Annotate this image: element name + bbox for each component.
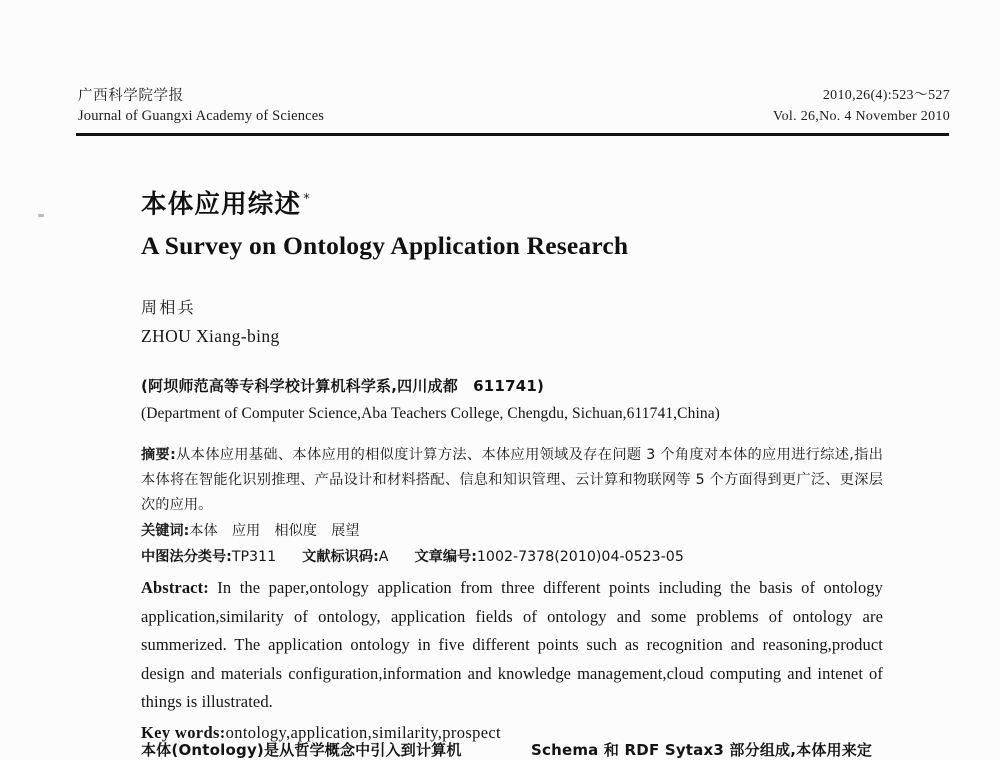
doc-code-label: 文献标识码: (302, 549, 379, 565)
clc-segment (141, 549, 276, 565)
title-block (141, 183, 931, 263)
masthead-citation (773, 86, 950, 127)
author-name-en: ZHOU Xiang-bing (141, 326, 280, 346)
article-id-segment (414, 549, 683, 565)
body-column-left: 本体(Ontology)是从哲学概念中引入到计算机 (141, 741, 462, 759)
keywords-cn-label: 关键词: (141, 523, 190, 539)
classification-line (141, 545, 883, 570)
keywords-cn-text: 本体 应用 相似度 展望 (189, 523, 360, 539)
affiliation-en: (Department of Computer Science,Aba Teachers College, Chengdu, Sichuan,611741,China) (141, 405, 720, 422)
article-id-label: 文章编号: (414, 549, 477, 565)
doc-code-value: A (378, 549, 389, 565)
clc-value: TP311 (231, 549, 277, 565)
affiliation-cn: (阿坝师范高等专科学校计算机科学系,四川成都 611741) (141, 377, 545, 395)
article-id-value: 1002-7378(2010)04-0523-05 (476, 549, 684, 565)
author-block (141, 296, 931, 349)
abstract-en-label: Abstract: (141, 578, 209, 597)
abstract-cn-label: 摘要: (141, 447, 176, 463)
abstract-cn-text: 从本体应用基础、本体应用的相似度计算方法、本体应用领域及存在问题 3 个角度对本体的应用进行综述,指出本体将在智能化识别推理、产品设计和材料搭配、信息和知识管理、云计算和物联网等 5 个方面得到更广泛、更深层次的应用。 (141, 447, 883, 513)
body-two-column-start (141, 738, 883, 760)
abstract-block (141, 443, 883, 747)
page-title-en: A Survey on Ontology Application Research (141, 230, 629, 260)
masthead-journal (78, 86, 324, 127)
keywords-en-label: Key words: (141, 722, 226, 742)
title-cn-text: 本体应用综述 (141, 189, 302, 220)
keywords-en-text: ontology,application,similarity,prospect (225, 722, 501, 742)
scan-artifact-speck (38, 214, 44, 217)
author-name-cn: 周相兵 (141, 298, 197, 317)
journal-name-cn: 广西科学院学报 (78, 88, 184, 104)
abstract-en-text: In the paper,ontology application from three different points including the basis of ontology application,similarity of ontology, application fields of ontology and some problems of ontology are summerized. The application ontology in five different points such as recognition and reasoning,product design and materials configuration,information and knowledge management,cloud computing and intenet of things is illustrated. (141, 578, 883, 711)
header-rule (76, 133, 949, 136)
body-column-right: Schema 和 RDF Sytax3 部分组成,本体用来定 (531, 741, 873, 759)
abstract-cn (141, 443, 883, 518)
journal-name-en: Journal of Guangxi Academy of Sciences (78, 108, 325, 124)
doc-code-segment (302, 549, 388, 565)
page-title-cn (141, 183, 310, 222)
abstract-en (141, 574, 883, 717)
keywords-cn (141, 519, 883, 544)
affiliation-block (141, 374, 941, 427)
masthead (78, 86, 950, 127)
volume-issue-line: Vol. 26,No. 4 November 2010 (773, 109, 950, 124)
title-footnote-marker: * (303, 192, 310, 207)
citation-line: 2010,26(4):523～527 (822, 88, 950, 103)
clc-label: 中图法分类号: (141, 549, 232, 565)
